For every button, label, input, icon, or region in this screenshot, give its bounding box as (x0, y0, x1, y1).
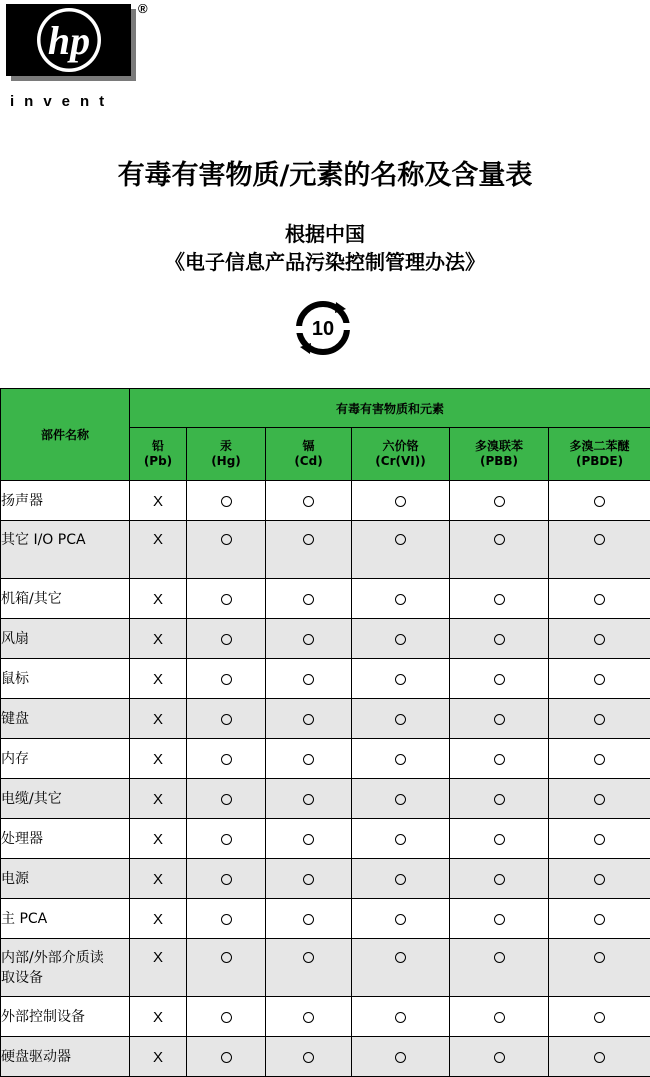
below-limit-mark (221, 952, 232, 963)
below-limit-mark (303, 952, 314, 963)
below-limit-mark (303, 674, 314, 685)
below-limit-mark (494, 534, 505, 545)
mark-cell (352, 739, 450, 779)
mark-cell (187, 481, 266, 521)
below-limit-mark (594, 754, 605, 765)
below-limit-mark (594, 674, 605, 685)
mark-cell (352, 521, 450, 579)
substance-symbol: (Pb) (130, 454, 186, 469)
below-limit-mark (221, 754, 232, 765)
mark-cell (352, 819, 450, 859)
mark-cell (187, 819, 266, 859)
mark-cell (187, 619, 266, 659)
part-name-cell: 电源 (1, 859, 130, 899)
hp-logo-icon (6, 4, 138, 82)
above-limit-mark: X (153, 912, 163, 928)
part-name-cell: 机箱/其它 (1, 579, 130, 619)
mark-cell (352, 1037, 450, 1077)
mark-cell (450, 819, 549, 859)
part-name-cell: 电缆/其它 (1, 779, 130, 819)
mark-cell (130, 899, 187, 939)
part-name-cell: 外部控制设备 (1, 997, 130, 1037)
mark-cell (352, 659, 450, 699)
below-limit-mark (303, 754, 314, 765)
above-limit-mark: X (153, 752, 163, 768)
table-row (1, 1037, 650, 1077)
mark-cell (266, 699, 352, 739)
below-limit-mark (395, 634, 406, 645)
above-limit-mark: X (153, 832, 163, 848)
below-limit-mark (221, 594, 232, 605)
mark-cell (130, 859, 187, 899)
below-limit-mark (395, 674, 406, 685)
mark-cell (450, 619, 549, 659)
below-limit-mark (303, 714, 314, 725)
mark-cell (549, 1037, 650, 1077)
below-limit-mark (494, 754, 505, 765)
table-row (1, 779, 650, 819)
below-limit-mark (594, 1012, 605, 1023)
mark-cell (130, 939, 187, 997)
below-limit-mark (494, 794, 505, 805)
below-limit-mark (494, 1052, 505, 1063)
below-limit-mark (395, 496, 406, 507)
substance-symbol: (Cd) (266, 454, 351, 469)
below-limit-mark (221, 794, 232, 805)
mark-cell (549, 939, 650, 997)
below-limit-mark (494, 834, 505, 845)
below-limit-mark (395, 1052, 406, 1063)
below-limit-mark (303, 1012, 314, 1023)
table-row (1, 997, 650, 1037)
substance-header (266, 428, 352, 481)
below-limit-mark (303, 834, 314, 845)
below-limit-mark (494, 594, 505, 605)
mark-cell (450, 579, 549, 619)
mark-cell (549, 481, 650, 521)
mark-cell (187, 779, 266, 819)
below-limit-mark (221, 1012, 232, 1023)
document-title: 有毒有害物质/元素的名称及含量表 (0, 156, 650, 196)
mark-cell (187, 739, 266, 779)
table-row (1, 619, 650, 659)
substance-name: 多溴二苯醚 (549, 439, 650, 454)
part-name-cell: 内部/外部介质读取设备 (1, 939, 130, 997)
below-limit-mark (221, 914, 232, 925)
mark-cell (266, 997, 352, 1037)
above-limit-mark: X (153, 494, 163, 510)
mark-cell (130, 819, 187, 859)
below-limit-mark (494, 714, 505, 725)
mark-cell (549, 997, 650, 1037)
below-limit-mark (594, 594, 605, 605)
above-limit-mark: X (153, 632, 163, 648)
below-limit-mark (221, 534, 232, 545)
mark-cell (352, 899, 450, 939)
substance-name: 汞 (187, 439, 265, 454)
mark-cell (130, 699, 187, 739)
mark-cell (450, 859, 549, 899)
mark-cell (450, 1037, 549, 1077)
below-limit-mark (594, 714, 605, 725)
below-limit-mark (594, 914, 605, 925)
mark-cell (266, 619, 352, 659)
substance-header (549, 428, 650, 481)
mark-cell (450, 699, 549, 739)
below-limit-mark (395, 874, 406, 885)
below-limit-mark (494, 674, 505, 685)
mark-cell (450, 521, 549, 579)
mark-cell (187, 659, 266, 699)
mark-cell (450, 739, 549, 779)
below-limit-mark (303, 1052, 314, 1063)
table-row (1, 481, 650, 521)
below-limit-mark (594, 834, 605, 845)
mark-cell (450, 481, 549, 521)
above-limit-mark: X (153, 532, 163, 548)
mark-cell (352, 859, 450, 899)
mark-cell (549, 579, 650, 619)
substance-header (130, 428, 187, 481)
mark-cell (130, 521, 187, 579)
mark-cell (130, 659, 187, 699)
mark-cell (266, 659, 352, 699)
below-limit-mark (395, 594, 406, 605)
mark-cell (549, 819, 650, 859)
below-limit-mark (594, 634, 605, 645)
mark-cell (130, 997, 187, 1037)
mark-cell (549, 859, 650, 899)
mark-cell (450, 997, 549, 1037)
mark-cell (352, 997, 450, 1037)
above-limit-mark: X (153, 792, 163, 808)
hp-invent-logo (6, 2, 148, 110)
part-name-cell: 其它 I/O PCA (1, 521, 130, 579)
mark-cell (549, 779, 650, 819)
above-limit-mark: X (153, 672, 163, 688)
mark-cell (450, 659, 549, 699)
table-row (1, 521, 650, 579)
mark-cell (352, 779, 450, 819)
table-row (1, 939, 650, 997)
mark-cell (266, 779, 352, 819)
mark-cell (450, 939, 549, 997)
below-limit-mark (395, 794, 406, 805)
below-limit-mark (594, 794, 605, 805)
below-limit-mark (494, 914, 505, 925)
substance-name: 六价铬 (352, 439, 449, 454)
below-limit-mark (395, 534, 406, 545)
mark-cell (266, 899, 352, 939)
substance-header (352, 428, 450, 481)
below-limit-mark (395, 834, 406, 845)
above-limit-mark: X (153, 712, 163, 728)
svg-text:hp: hp (48, 18, 90, 63)
mark-cell (549, 739, 650, 779)
part-name-cell: 键盘 (1, 699, 130, 739)
below-limit-mark (494, 952, 505, 963)
mark-cell (266, 579, 352, 619)
part-name-cell: 内存 (1, 739, 130, 779)
substance-name: 多溴联苯 (450, 439, 548, 454)
substance-header (187, 428, 266, 481)
below-limit-mark (221, 714, 232, 725)
hazardous-substance-table (0, 388, 650, 1077)
mark-cell (549, 521, 650, 579)
mark-cell (187, 939, 266, 997)
mark-cell (187, 699, 266, 739)
mark-cell (187, 899, 266, 939)
mark-cell (130, 481, 187, 521)
below-limit-mark (494, 1012, 505, 1023)
part-name-cell: 处理器 (1, 819, 130, 859)
part-name-cell: 鼠标 (1, 659, 130, 699)
below-limit-mark (494, 874, 505, 885)
below-limit-mark (303, 794, 314, 805)
mark-cell (549, 899, 650, 939)
below-limit-mark (395, 914, 406, 925)
below-limit-mark (303, 594, 314, 605)
substance-name: 镉 (266, 439, 351, 454)
mark-cell (266, 939, 352, 997)
mark-cell (352, 939, 450, 997)
mark-cell (549, 699, 650, 739)
table-row (1, 579, 650, 619)
logo-tagline: invent (10, 94, 114, 110)
registered-mark: ® (138, 2, 148, 15)
part-name-cell: 硬盘驱动器 (1, 1037, 130, 1077)
above-limit-mark: X (153, 872, 163, 888)
below-limit-mark (395, 952, 406, 963)
below-limit-mark (594, 1052, 605, 1063)
mark-cell (266, 739, 352, 779)
mark-cell (187, 859, 266, 899)
below-limit-mark (303, 496, 314, 507)
mark-cell (266, 521, 352, 579)
above-limit-mark: X (153, 950, 163, 966)
mark-cell (187, 997, 266, 1037)
mark-cell (450, 779, 549, 819)
mark-cell (187, 579, 266, 619)
below-limit-mark (221, 1052, 232, 1063)
below-limit-mark (494, 496, 505, 507)
table-row (1, 659, 650, 699)
mark-cell (450, 899, 549, 939)
below-limit-mark (303, 534, 314, 545)
mark-cell (352, 481, 450, 521)
document-subtitle-line2: 《电子信息产品污染控制管理办法》 (0, 247, 650, 277)
below-limit-mark (221, 674, 232, 685)
part-name-header: 部件名称 (1, 389, 130, 481)
document-subtitle-line1: 根据中国 (0, 219, 650, 249)
substance-group-header: 有毒有害物质和元素 (130, 389, 650, 428)
above-limit-mark: X (153, 1010, 163, 1026)
below-limit-mark (221, 634, 232, 645)
table-row (1, 899, 650, 939)
mark-cell (130, 579, 187, 619)
below-limit-mark (395, 754, 406, 765)
below-limit-mark (594, 534, 605, 545)
below-limit-mark (221, 834, 232, 845)
below-limit-mark (494, 634, 505, 645)
mark-cell (352, 619, 450, 659)
below-limit-mark (303, 914, 314, 925)
mark-cell (130, 779, 187, 819)
above-limit-mark: X (153, 1050, 163, 1066)
part-name-cell: 主 PCA (1, 899, 130, 939)
mark-cell (130, 619, 187, 659)
substance-symbol: (Cr(VI)) (352, 454, 449, 469)
mark-cell (266, 859, 352, 899)
mark-cell (130, 739, 187, 779)
below-limit-mark (594, 952, 605, 963)
below-limit-mark (395, 1012, 406, 1023)
mark-cell (266, 481, 352, 521)
below-limit-mark (303, 874, 314, 885)
mark-cell (352, 579, 450, 619)
part-name-cell: 扬声器 (1, 481, 130, 521)
below-limit-mark (221, 874, 232, 885)
table-row (1, 819, 650, 859)
table-row (1, 699, 650, 739)
below-limit-mark (303, 634, 314, 645)
svg-text:10: 10 (312, 318, 334, 340)
substance-name: 铅 (130, 439, 186, 454)
mark-cell (266, 1037, 352, 1077)
substance-header (450, 428, 549, 481)
substance-symbol: (Hg) (187, 454, 265, 469)
below-limit-mark (594, 496, 605, 507)
part-name-cell: 风扇 (1, 619, 130, 659)
table-row (1, 859, 650, 899)
mark-cell (130, 1037, 187, 1077)
mark-cell (352, 699, 450, 739)
table-row (1, 739, 650, 779)
below-limit-mark (395, 714, 406, 725)
mark-cell (549, 659, 650, 699)
below-limit-mark (221, 496, 232, 507)
substance-symbol: (PBB) (450, 454, 548, 469)
mark-cell (549, 619, 650, 659)
mark-cell (266, 819, 352, 859)
mark-cell (187, 521, 266, 579)
above-limit-mark: X (153, 592, 163, 608)
substance-symbol: (PBDE) (549, 454, 650, 469)
below-limit-mark (594, 874, 605, 885)
mark-cell (187, 1037, 266, 1077)
environment-protection-use-period-icon (292, 299, 354, 357)
